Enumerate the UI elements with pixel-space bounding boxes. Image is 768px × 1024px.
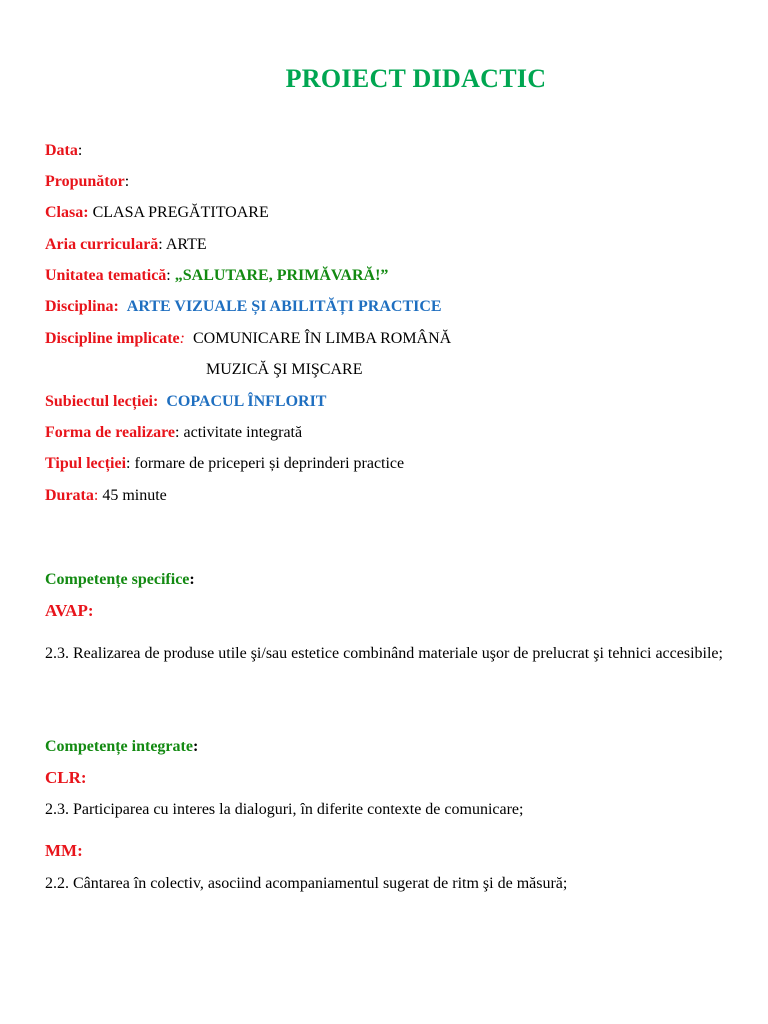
field-propunator-label: Propunător: [45, 173, 125, 190]
field-propunator: [45, 172, 129, 192]
field-unitatea-sep: :: [166, 267, 171, 284]
field-aria-value: ARTE: [165, 236, 207, 253]
field-aria: [45, 235, 207, 255]
mm-item-text: 2.2. Cântarea în colectiv, asociind acompaniamentul sugerat de ritm şi de măsură;: [45, 875, 568, 892]
field-durata-value: 45 minute: [102, 487, 167, 504]
competente-integrate-clr-area: [45, 768, 87, 789]
competente-integrate-mm-area: [45, 841, 83, 862]
field-durata-sep: :: [93, 487, 99, 504]
field-data-sep: :: [77, 142, 83, 159]
avap-label: AVAP:: [45, 601, 94, 620]
field-disciplina-label: Disciplina:: [45, 298, 119, 315]
field-subiectul-label: Subiectul lecției:: [45, 393, 159, 410]
field-data-label: Data: [45, 142, 78, 159]
field-tipul-sep: :: [126, 455, 131, 472]
field-durata-label: Durata: [45, 487, 94, 504]
competente-specifice-area: [45, 601, 94, 622]
field-tipul: [45, 454, 404, 474]
field-propunator-sep: :: [124, 173, 130, 190]
field-clasa: [45, 203, 269, 223]
competente-integrate-heading: Competențe integrate: [45, 738, 193, 755]
clr-label: CLR:: [45, 768, 87, 787]
field-discipline-implicate: [45, 329, 451, 349]
field-discipline-implicate-sep: :: [179, 330, 185, 347]
field-disciplina-value: ARTE VIZUALE ȘI ABILITĂȚI PRACTICE: [126, 298, 442, 315]
field-aria-sep: :: [158, 236, 163, 253]
field-durata: [45, 486, 167, 506]
field-discipline-implicate-line-2: [206, 360, 362, 380]
field-tipul-label: Tipul lecției: [45, 455, 127, 472]
field-discipline-implicate-label: Discipline implicate: [45, 330, 180, 347]
field-discipline-implicate-value-2: MUZICĂ ŞI MIŞCARE: [206, 361, 363, 378]
competente-integrate-heading-sep: :: [192, 738, 199, 755]
field-clasa-value: CLASA PREGĂTITOARE: [92, 204, 269, 221]
section-competente-integrate-heading: [45, 737, 198, 757]
clr-item-text: 2.3. Participarea cu interes la dialoguri, în diferite contexte de comunicare;: [45, 801, 524, 818]
section-competente-specifice-heading: [45, 570, 195, 590]
field-unitatea-value: „SALUTARE, PRIMĂVARĂ!”: [174, 267, 389, 284]
field-forma-value: activitate integrată: [183, 424, 303, 441]
field-forma-label: Forma de realizare: [45, 424, 176, 441]
field-tipul-value: formare de priceperi și deprinderi practice: [134, 455, 405, 472]
field-clasa-label: Clasa:: [45, 204, 89, 221]
field-aria-label: Aria curriculară: [45, 236, 159, 253]
competente-specifice-heading-sep: :: [189, 571, 195, 588]
mm-label: MM:: [45, 841, 83, 860]
document-title: PROIECT DIDACTIC: [285, 64, 547, 93]
field-subiectul: [45, 392, 326, 412]
field-forma: [45, 423, 302, 443]
field-disciplina: [45, 297, 442, 317]
field-unitatea-label: Unitatea tematică: [45, 267, 167, 284]
competente-integrate-clr-item: [45, 800, 523, 820]
field-unitatea: [45, 266, 388, 286]
competente-specifice-item: 2.3. Realizarea de produse utile şi/sau estetice combinând materiale uşor de prelucrat şi tehnici accesibile;: [45, 645, 723, 662]
field-forma-sep: :: [175, 424, 180, 441]
field-data: [45, 141, 82, 161]
field-discipline-implicate-value-1: COMUNICARE ÎN LIMBA ROMÂNĂ: [192, 330, 452, 347]
field-subiectul-value: COPACUL ÎNFLORIT: [166, 393, 327, 410]
competente-specifice-heading: Competențe specifice: [45, 571, 190, 588]
competente-integrate-mm-item: [45, 874, 567, 894]
